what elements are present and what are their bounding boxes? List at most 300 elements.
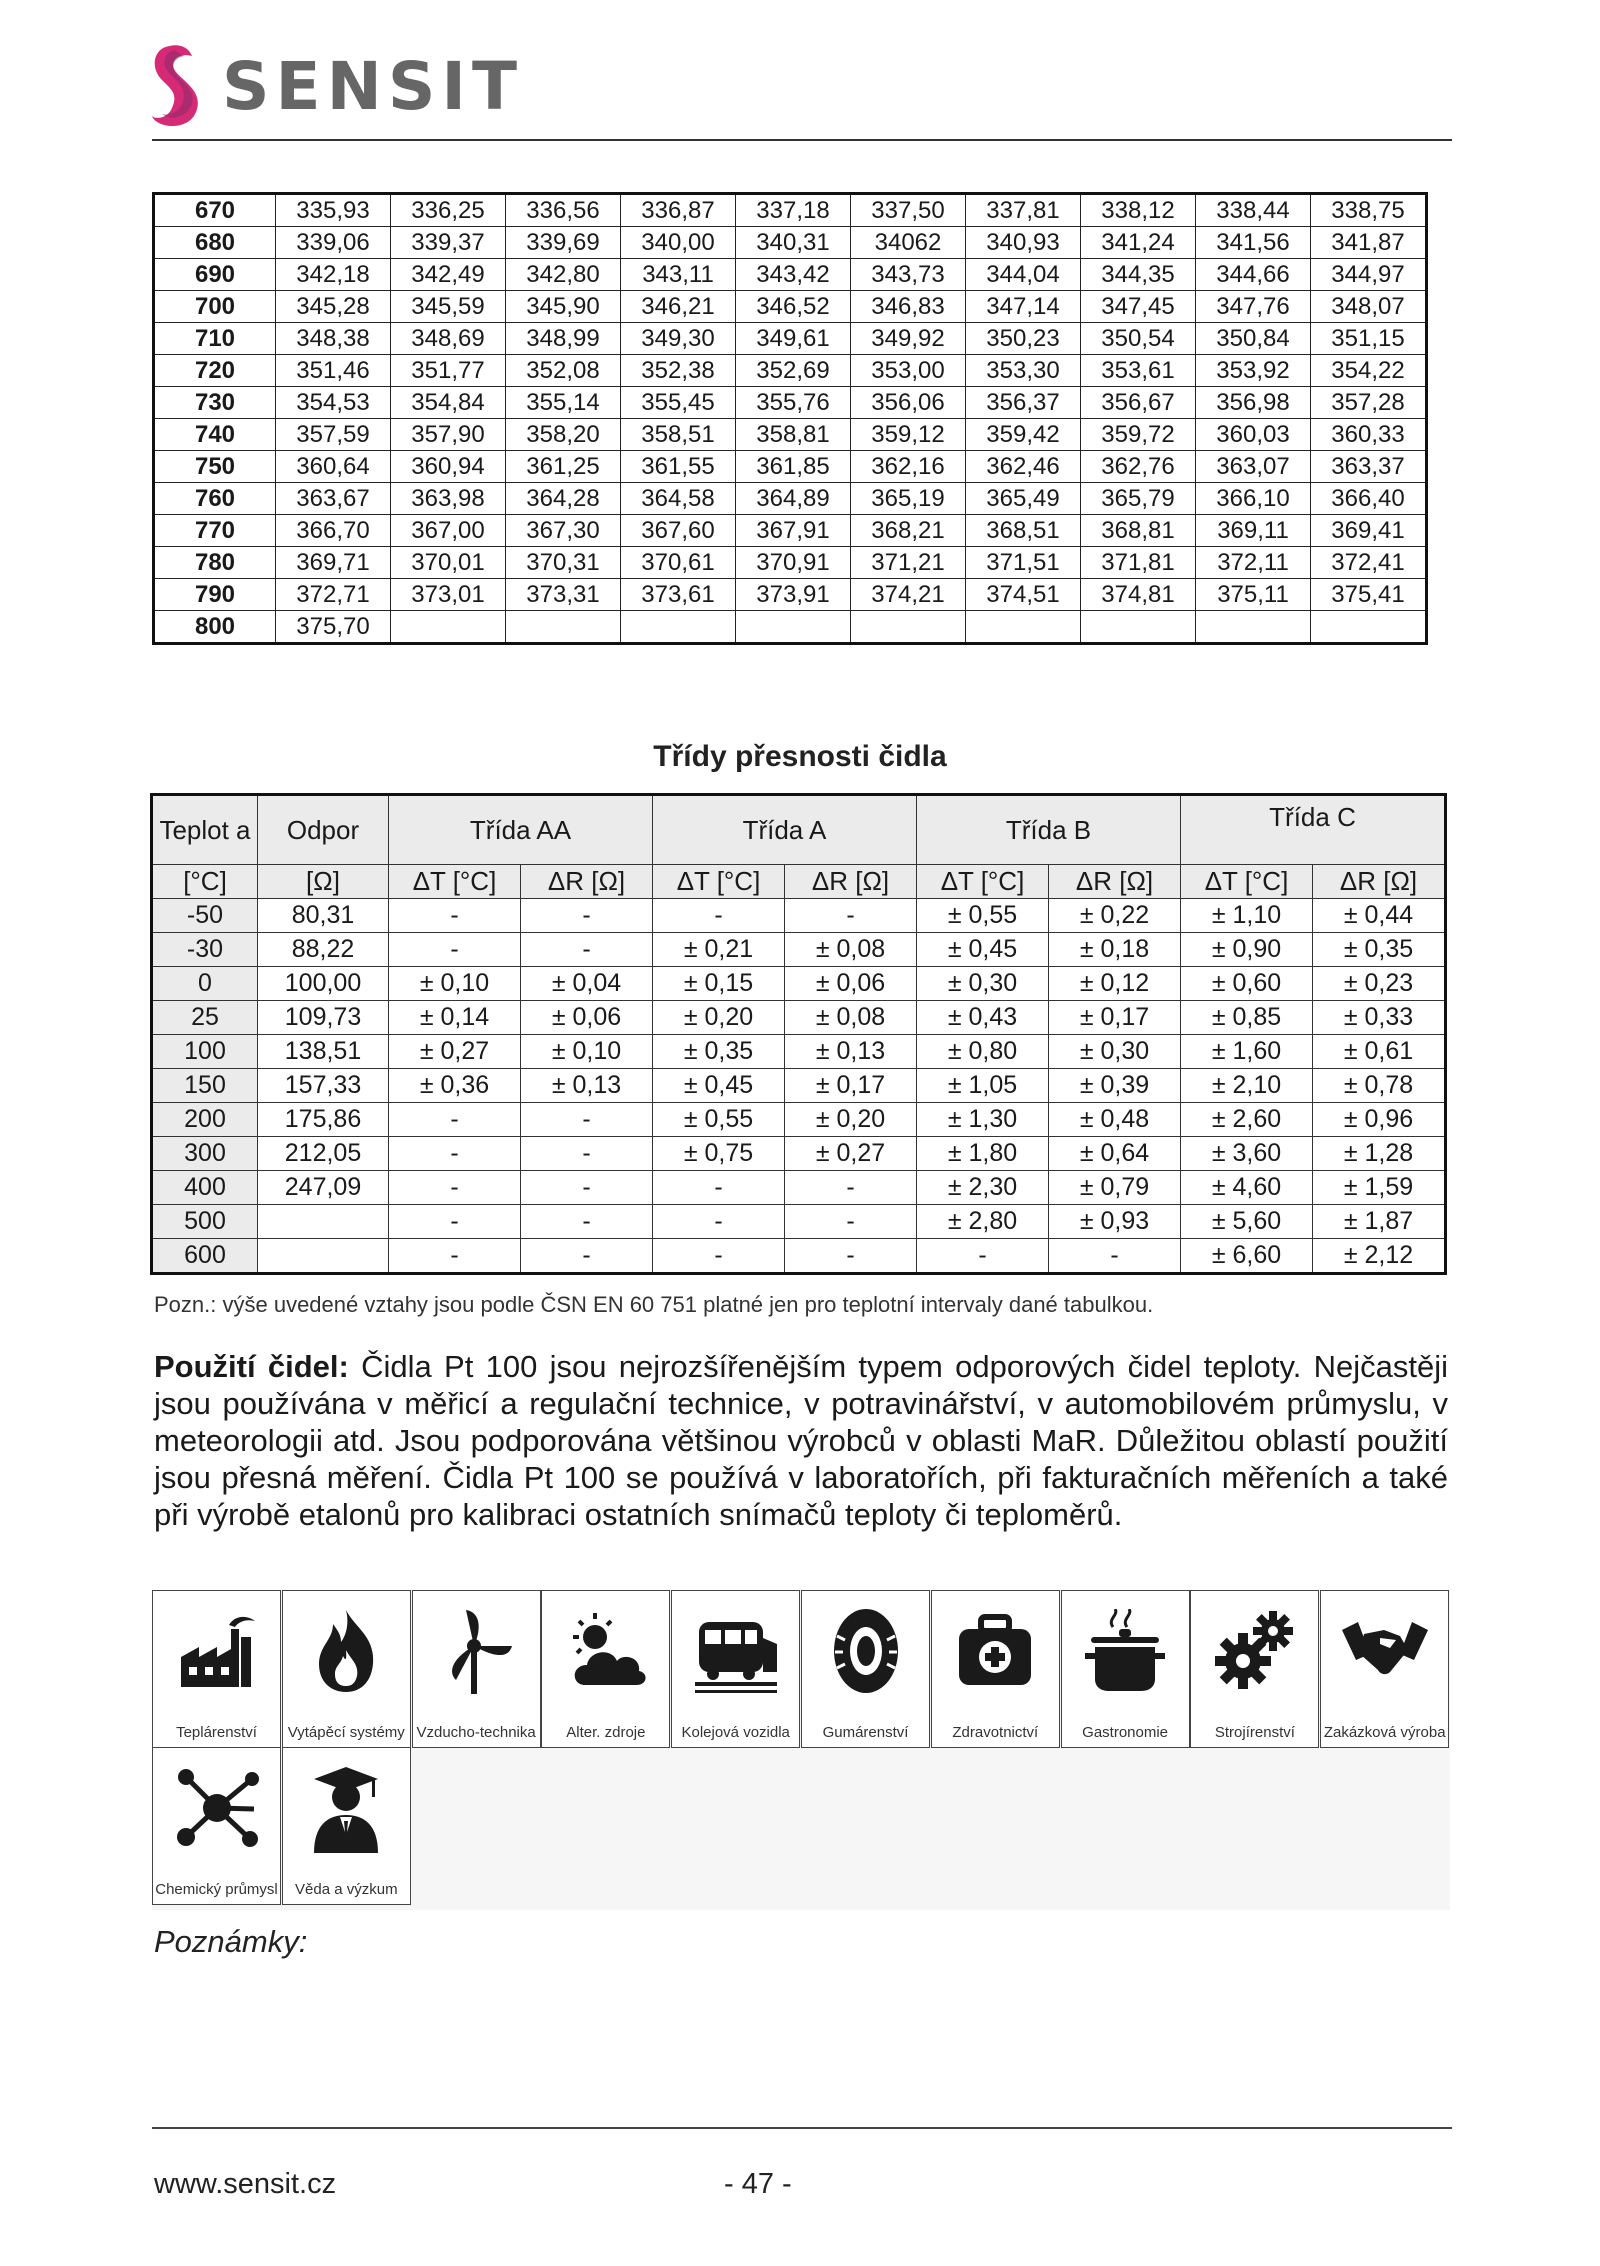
row-temperature: 730 <box>154 387 276 419</box>
resistance-cell: 338,75 <box>1311 194 1427 227</box>
tolerance-cell: ± 0,55 <box>917 899 1049 933</box>
tolerance-cell: ± 0,22 <box>1049 899 1181 933</box>
header-dr: ΔR [Ω] <box>1313 865 1446 899</box>
header-resistance: Odpor <box>258 795 389 865</box>
resistance-cell: 360,64 <box>276 451 391 483</box>
resistance-cell: 339,69 <box>506 227 621 259</box>
resistance-cell: 359,42 <box>966 419 1081 451</box>
graduate-icon <box>283 1760 410 1855</box>
resistance-cell: 345,90 <box>506 291 621 323</box>
resistance-cell: 362,76 <box>1081 451 1196 483</box>
industry-tile <box>282 1747 411 1905</box>
industry-label: Zakázková výroba <box>1323 1724 1446 1741</box>
tolerance-cell: ± 0,04 <box>521 967 653 1001</box>
tolerance-cell: ± 0,93 <box>1049 1205 1181 1239</box>
industry-label: Vzducho-technika <box>416 1724 536 1741</box>
resistance-cell: 355,14 <box>506 387 621 419</box>
resistance-cell: 373,31 <box>506 579 621 611</box>
industry-tile <box>1190 1590 1319 1748</box>
resistance-cell: 212,05 <box>258 1137 389 1171</box>
table-note: Pozn.: výše uvedené vztahy jsou podle ČSN EN 60 751 platné jen pro teplotní intervaly dané tabulkou. <box>154 1292 1154 1317</box>
industry-label: Vytápěcí systémy <box>287 1724 405 1741</box>
resistance-cell: 347,14 <box>966 291 1081 323</box>
table-row <box>154 515 1427 547</box>
resistance-cell: 370,31 <box>506 547 621 579</box>
resistance-cell: 344,97 <box>1311 259 1427 291</box>
resistance-cell: 138,51 <box>258 1035 389 1069</box>
resistance-cell: 109,73 <box>258 1001 389 1035</box>
temperature-cell: -30 <box>152 933 258 967</box>
tolerance-cell: ± 2,60 <box>1181 1103 1313 1137</box>
resistance-cell: 369,11 <box>1196 515 1311 547</box>
resistance-cell: 354,22 <box>1311 355 1427 387</box>
resistance-cell: 337,18 <box>736 194 851 227</box>
resistance-cell <box>736 611 851 644</box>
tolerance-cell: ± 1,60 <box>1181 1035 1313 1069</box>
tolerance-cell: ± 0,08 <box>785 1001 917 1035</box>
industry-label: Chemický průmysl <box>155 1881 278 1898</box>
resistance-cell: 370,01 <box>391 547 506 579</box>
header-dr: ΔR [Ω] <box>521 865 653 899</box>
table-row <box>154 419 1427 451</box>
tolerance-cell: ± 0,55 <box>653 1103 785 1137</box>
resistance-cell: 371,51 <box>966 547 1081 579</box>
tolerance-cell: ± 0,13 <box>521 1069 653 1103</box>
row-temperature: 760 <box>154 483 276 515</box>
header-divider <box>152 139 1452 141</box>
resistance-cell: 343,42 <box>736 259 851 291</box>
tolerance-cell: - <box>785 1239 917 1274</box>
tolerance-cell: ± 1,05 <box>917 1069 1049 1103</box>
resistance-cell: 364,58 <box>621 483 736 515</box>
table-row <box>154 323 1427 355</box>
industry-label: Věda a výzkum <box>295 1881 398 1898</box>
industry-label: Gastronomie <box>1082 1724 1169 1741</box>
resistance-cell: 337,50 <box>851 194 966 227</box>
tolerance-cell: - <box>521 1239 653 1274</box>
resistance-cell: 346,52 <box>736 291 851 323</box>
tolerance-cell: - <box>521 899 653 933</box>
resistance-cell: 351,77 <box>391 355 506 387</box>
industry-tile <box>282 1590 411 1748</box>
resistance-cell: 373,61 <box>621 579 736 611</box>
tolerance-cell: ± 1,80 <box>917 1137 1049 1171</box>
resistance-cell: 351,46 <box>276 355 391 387</box>
tolerance-cell: - <box>389 1171 521 1205</box>
tolerance-cell: ± 1,28 <box>1313 1137 1446 1171</box>
table-row <box>154 259 1427 291</box>
tolerance-cell: ± 6,60 <box>1181 1239 1313 1274</box>
resistance-cell: 364,28 <box>506 483 621 515</box>
industries-grid <box>152 1590 1450 1910</box>
resistance-cell: 375,11 <box>1196 579 1311 611</box>
header-dt: ΔT [°C] <box>1181 865 1313 899</box>
tolerance-cell: - <box>785 1205 917 1239</box>
resistance-cell <box>258 1239 389 1274</box>
table-row <box>154 611 1427 644</box>
resistance-cell: 343,11 <box>621 259 736 291</box>
tolerance-cell: ± 0,12 <box>1049 967 1181 1001</box>
tolerance-cell: ± 0,48 <box>1049 1103 1181 1137</box>
tolerance-cell: - <box>521 933 653 967</box>
industry-label: Gumárenství <box>822 1724 909 1741</box>
temperature-cell: 300 <box>152 1137 258 1171</box>
row-temperature: 770 <box>154 515 276 547</box>
resistance-cell: 34062 <box>851 227 966 259</box>
resistance-cell: 348,69 <box>391 323 506 355</box>
tolerance-cell: ± 0,96 <box>1313 1103 1446 1137</box>
temperature-cell: 100 <box>152 1035 258 1069</box>
resistance-cell: 369,71 <box>276 547 391 579</box>
resistance-cell: 359,12 <box>851 419 966 451</box>
resistance-cell: 362,46 <box>966 451 1081 483</box>
resistance-cell: 348,99 <box>506 323 621 355</box>
row-temperature: 710 <box>154 323 276 355</box>
header-dt: ΔT [°C] <box>389 865 521 899</box>
tolerance-cell: ± 0,44 <box>1313 899 1446 933</box>
tolerance-cell: - <box>653 1171 785 1205</box>
table-row <box>152 899 1446 933</box>
tolerance-cell: ± 0,45 <box>917 933 1049 967</box>
table-row <box>154 547 1427 579</box>
tolerance-cell: - <box>917 1239 1049 1274</box>
resistance-cell: 362,16 <box>851 451 966 483</box>
tolerance-cell: ± 1,87 <box>1313 1205 1446 1239</box>
resistance-cell: 368,21 <box>851 515 966 547</box>
industry-label: Alter. zdroje <box>566 1724 646 1741</box>
accuracy-title: Třídy přesnosti čidla <box>653 740 947 773</box>
tolerance-cell: ± 0,17 <box>1049 1001 1181 1035</box>
tolerance-cell: - <box>653 1205 785 1239</box>
resistance-cell: 358,51 <box>621 419 736 451</box>
tolerance-cell: ± 0,43 <box>917 1001 1049 1035</box>
tolerance-cell: ± 0,61 <box>1313 1035 1446 1069</box>
resistance-cell: 350,54 <box>1081 323 1196 355</box>
resistance-cell: 361,55 <box>621 451 736 483</box>
resistance-cell: 367,00 <box>391 515 506 547</box>
resistance-cell: 341,24 <box>1081 227 1196 259</box>
table-row <box>152 1103 1446 1137</box>
tolerance-cell: - <box>389 899 521 933</box>
resistance-cell: 367,30 <box>506 515 621 547</box>
tolerance-cell: ± 0,15 <box>653 967 785 1001</box>
tolerance-cell: - <box>785 899 917 933</box>
tolerance-cell: - <box>521 1103 653 1137</box>
resistance-cell: 347,76 <box>1196 291 1311 323</box>
industry-tile <box>931 1590 1060 1748</box>
row-temperature: 780 <box>154 547 276 579</box>
resistance-cell: 353,30 <box>966 355 1081 387</box>
resistance-cell: 370,91 <box>736 547 851 579</box>
table-row <box>152 1137 1446 1171</box>
table-row <box>154 227 1427 259</box>
factory-icon <box>153 1603 280 1698</box>
tolerance-cell: ± 0,23 <box>1313 967 1446 1001</box>
resistance-cell: 354,53 <box>276 387 391 419</box>
usage-paragraph <box>154 1348 1448 1533</box>
resistance-cell <box>1196 611 1311 644</box>
resistance-cell: 363,67 <box>276 483 391 515</box>
resistance-cell: 369,41 <box>1311 515 1427 547</box>
industry-tile <box>1320 1590 1449 1748</box>
industry-tile <box>152 1590 281 1748</box>
resistance-cell: 365,19 <box>851 483 966 515</box>
resistance-cell: 339,06 <box>276 227 391 259</box>
tolerance-cell: ± 0,60 <box>1181 967 1313 1001</box>
tolerance-cell: - <box>389 1239 521 1274</box>
row-temperature: 690 <box>154 259 276 291</box>
resistance-cell: 247,09 <box>258 1171 389 1205</box>
resistance-cell: 364,89 <box>736 483 851 515</box>
temperature-cell: 25 <box>152 1001 258 1035</box>
resistance-cell: 349,92 <box>851 323 966 355</box>
resistance-cell: 352,69 <box>736 355 851 387</box>
table-row <box>154 291 1427 323</box>
resistance-cell: 350,23 <box>966 323 1081 355</box>
header-resistance-unit: [Ω] <box>258 865 389 899</box>
table-row <box>152 1035 1446 1069</box>
resistance-cell: 360,33 <box>1311 419 1427 451</box>
resistance-cell <box>1081 611 1196 644</box>
resistance-cell: 371,21 <box>851 547 966 579</box>
header-dr: ΔR [Ω] <box>1049 865 1181 899</box>
resistance-cell: 373,01 <box>391 579 506 611</box>
resistance-cell: 338,44 <box>1196 194 1311 227</box>
resistance-cell: 336,56 <box>506 194 621 227</box>
usage-heading: Použití čidel: <box>154 1349 349 1384</box>
resistance-cell: 358,20 <box>506 419 621 451</box>
tolerance-cell: ± 0,36 <box>389 1069 521 1103</box>
tolerance-cell: - <box>389 1103 521 1137</box>
resistance-cell: 368,51 <box>966 515 1081 547</box>
tolerance-cell: - <box>785 1171 917 1205</box>
resistance-cell: 341,56 <box>1196 227 1311 259</box>
tolerance-cell: ± 2,12 <box>1313 1239 1446 1274</box>
header-class-c: Třída C <box>1181 795 1446 865</box>
row-temperature: 740 <box>154 419 276 451</box>
tolerance-cell: ± 0,27 <box>785 1137 917 1171</box>
tolerance-cell: ± 0,10 <box>521 1035 653 1069</box>
resistance-cell: 372,71 <box>276 579 391 611</box>
resistance-cell: 344,35 <box>1081 259 1196 291</box>
resistance-cell <box>506 611 621 644</box>
tolerance-cell: ± 0,64 <box>1049 1137 1181 1171</box>
resistance-cell: 360,03 <box>1196 419 1311 451</box>
tolerance-cell: ± 0,85 <box>1181 1001 1313 1035</box>
header-dt: ΔT [°C] <box>653 865 785 899</box>
resistance-cell: 374,21 <box>851 579 966 611</box>
resistance-cell: 366,70 <box>276 515 391 547</box>
resistance-cell: 368,81 <box>1081 515 1196 547</box>
resistance-cell: 357,90 <box>391 419 506 451</box>
molecule-icon <box>153 1760 280 1855</box>
resistance-cell: 367,60 <box>621 515 736 547</box>
resistance-cell <box>1311 611 1427 644</box>
footer-divider <box>152 2127 1452 2129</box>
notes-label: Poznámky: <box>154 1924 308 1959</box>
tolerance-cell: ± 1,59 <box>1313 1171 1446 1205</box>
tolerance-cell: - <box>521 1205 653 1239</box>
resistance-cell: 358,81 <box>736 419 851 451</box>
header-dt: ΔT [°C] <box>917 865 1049 899</box>
fan-icon <box>413 1603 540 1698</box>
tolerance-cell: ± 4,60 <box>1181 1171 1313 1205</box>
resistance-cell: 361,85 <box>736 451 851 483</box>
resistance-cell: 350,84 <box>1196 323 1311 355</box>
tolerance-cell: ± 2,30 <box>917 1171 1049 1205</box>
resistance-cell: 373,91 <box>736 579 851 611</box>
temperature-cell: 150 <box>152 1069 258 1103</box>
resistance-cell: 375,41 <box>1311 579 1427 611</box>
temperature-cell: 400 <box>152 1171 258 1205</box>
resistance-cell: 345,28 <box>276 291 391 323</box>
tolerance-cell: ± 0,18 <box>1049 933 1181 967</box>
sensit-logo <box>148 36 523 136</box>
resistance-cell: 343,73 <box>851 259 966 291</box>
resistance-cell: 363,07 <box>1196 451 1311 483</box>
resistance-cell: 366,10 <box>1196 483 1311 515</box>
resistance-cell: 335,93 <box>276 194 391 227</box>
header-class-b: Třída B <box>917 795 1181 865</box>
resistance-cell: 344,66 <box>1196 259 1311 291</box>
flame-icon <box>283 1603 410 1698</box>
header-dr: ΔR [Ω] <box>785 865 917 899</box>
resistance-cell: 346,83 <box>851 291 966 323</box>
industry-tile <box>152 1747 281 1905</box>
resistance-cell: 372,11 <box>1196 547 1311 579</box>
header-temp: Teplot a <box>152 795 258 865</box>
resistance-cell: 338,12 <box>1081 194 1196 227</box>
page-number: - 47 - <box>724 2168 792 2200</box>
sun-cloud-icon <box>542 1603 669 1698</box>
brand-name: SENSIT <box>222 47 523 125</box>
footer-url: www.sensit.cz <box>154 2168 337 2200</box>
resistance-cell: 88,22 <box>258 933 389 967</box>
header-class-aa: Třída AA <box>389 795 653 865</box>
accuracy-table <box>150 793 1447 1275</box>
header-class-a: Třída A <box>653 795 917 865</box>
resistance-cell: 344,04 <box>966 259 1081 291</box>
tolerance-cell: ± 0,90 <box>1181 933 1313 967</box>
industry-tile <box>801 1590 930 1748</box>
resistance-cell: 365,79 <box>1081 483 1196 515</box>
tolerance-cell: - <box>389 933 521 967</box>
resistance-cell: 341,87 <box>1311 227 1427 259</box>
resistance-cell: 347,45 <box>1081 291 1196 323</box>
resistance-cell: 367,91 <box>736 515 851 547</box>
row-temperature: 800 <box>154 611 276 644</box>
resistance-cell: 342,18 <box>276 259 391 291</box>
table-row <box>154 579 1427 611</box>
resistance-table <box>152 192 1428 645</box>
train-icon <box>672 1603 799 1698</box>
temperature-cell: -50 <box>152 899 258 933</box>
tolerance-cell: - <box>521 1171 653 1205</box>
table-row <box>152 933 1446 967</box>
tolerance-cell: ± 2,80 <box>917 1205 1049 1239</box>
industry-label: Zdravotnictví <box>952 1724 1039 1741</box>
tolerance-cell: ± 0,21 <box>653 933 785 967</box>
medkit-icon <box>932 1603 1059 1698</box>
industry-label: Kolejová vozidla <box>681 1724 790 1741</box>
resistance-cell: 353,61 <box>1081 355 1196 387</box>
tolerance-cell: ± 0,75 <box>653 1137 785 1171</box>
resistance-cell: 339,37 <box>391 227 506 259</box>
tolerance-cell: ± 0,27 <box>389 1035 521 1069</box>
table-row <box>154 387 1427 419</box>
resistance-cell: 351,15 <box>1311 323 1427 355</box>
resistance-cell: 157,33 <box>258 1069 389 1103</box>
resistance-cell: 352,38 <box>621 355 736 387</box>
resistance-cell: 340,31 <box>736 227 851 259</box>
tolerance-cell: ± 2,10 <box>1181 1069 1313 1103</box>
resistance-cell: 371,81 <box>1081 547 1196 579</box>
row-temperature: 720 <box>154 355 276 387</box>
tolerance-cell: ± 0,06 <box>785 967 917 1001</box>
resistance-cell: 372,41 <box>1311 547 1427 579</box>
resistance-cell: 356,37 <box>966 387 1081 419</box>
tolerance-cell: ± 0,80 <box>917 1035 1049 1069</box>
resistance-cell: 353,92 <box>1196 355 1311 387</box>
resistance-cell: 365,49 <box>966 483 1081 515</box>
tolerance-cell: - <box>1049 1239 1181 1274</box>
resistance-cell: 357,28 <box>1311 387 1427 419</box>
handshake-icon <box>1321 1603 1448 1698</box>
resistance-cell: 361,25 <box>506 451 621 483</box>
row-temperature: 680 <box>154 227 276 259</box>
tolerance-cell: - <box>389 1137 521 1171</box>
resistance-cell: 348,07 <box>1311 291 1427 323</box>
tolerance-cell: ± 0,10 <box>389 967 521 1001</box>
temperature-cell: 600 <box>152 1239 258 1274</box>
resistance-cell: 336,87 <box>621 194 736 227</box>
resistance-cell: 349,61 <box>736 323 851 355</box>
tire-icon <box>802 1603 929 1698</box>
tolerance-cell: ± 0,35 <box>1313 933 1446 967</box>
tolerance-cell: - <box>389 1205 521 1239</box>
resistance-cell: 374,51 <box>966 579 1081 611</box>
temperature-cell: 0 <box>152 967 258 1001</box>
temperature-cell: 500 <box>152 1205 258 1239</box>
tolerance-cell: ± 0,06 <box>521 1001 653 1035</box>
resistance-cell: 342,49 <box>391 259 506 291</box>
resistance-cell: 346,21 <box>621 291 736 323</box>
industry-tile <box>541 1590 670 1748</box>
row-temperature: 750 <box>154 451 276 483</box>
header-temp-unit: [°C] <box>152 865 258 899</box>
row-temperature: 670 <box>154 194 276 227</box>
tolerance-cell: ± 0,13 <box>785 1035 917 1069</box>
resistance-cell: 370,61 <box>621 547 736 579</box>
sensit-logo-mark-icon <box>148 42 208 130</box>
table-row <box>152 967 1446 1001</box>
industry-label: Teplárenství <box>176 1724 257 1741</box>
tolerance-cell: ± 0,20 <box>785 1103 917 1137</box>
resistance-cell: 336,25 <box>391 194 506 227</box>
tolerance-cell: ± 0,20 <box>653 1001 785 1035</box>
resistance-cell: 374,81 <box>1081 579 1196 611</box>
resistance-cell: 363,37 <box>1311 451 1427 483</box>
table-row <box>152 1239 1446 1274</box>
tolerance-cell: ± 0,78 <box>1313 1069 1446 1103</box>
resistance-cell <box>851 611 966 644</box>
row-temperature: 790 <box>154 579 276 611</box>
resistance-cell: 353,00 <box>851 355 966 387</box>
tolerance-cell: ± 0,33 <box>1313 1001 1446 1035</box>
tolerance-cell: ± 0,39 <box>1049 1069 1181 1103</box>
pot-icon <box>1062 1603 1189 1698</box>
resistance-cell: 340,00 <box>621 227 736 259</box>
